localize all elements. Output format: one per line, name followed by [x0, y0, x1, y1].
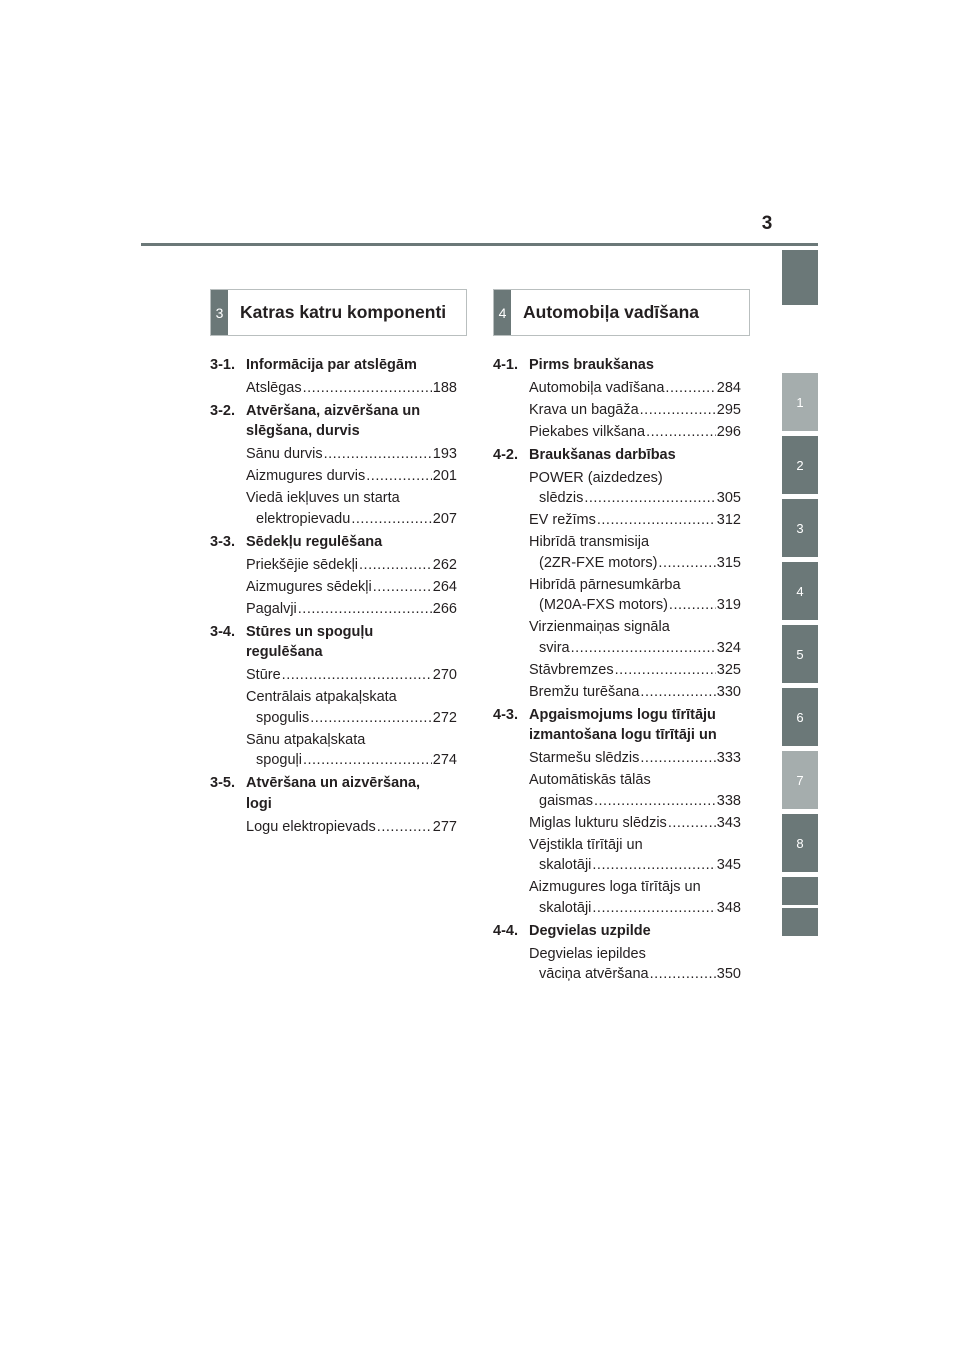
- dot-leader: [640, 682, 715, 703]
- toc-page-number: 284: [716, 379, 741, 396]
- chapter-heading: [493, 355, 741, 376]
- toc-page-number: 295: [716, 401, 741, 418]
- toc-entry-text: spoguļi: [256, 752, 302, 768]
- toc-page-number: 262: [432, 556, 457, 573]
- toc-entry-text: Stāvbremzes: [529, 661, 614, 678]
- toc-page-number: 319: [716, 597, 741, 613]
- toc-entry-text: Sānu durvis: [246, 446, 323, 462]
- toc-entry[interactable]: [493, 468, 741, 509]
- toc-entry-text: Starmešu slēdzis: [529, 750, 640, 766]
- dot-leader: [658, 553, 715, 574]
- dot-leader: [615, 660, 716, 681]
- chapter-number: 4-2.: [493, 446, 518, 463]
- side-tab: 7: [782, 751, 818, 809]
- toc-page-number: 277: [432, 818, 457, 835]
- toc-page-number: 348: [716, 899, 741, 916]
- chapter-number: 4-4.: [493, 922, 518, 939]
- side-tab: 4: [782, 562, 818, 620]
- dot-leader: [571, 638, 716, 659]
- chapter-title-line: Apgaismojums logu tīrītāju: [529, 706, 716, 723]
- toc-entry-text: EV režīms: [529, 512, 596, 528]
- toc-entry[interactable]: [493, 877, 741, 918]
- dot-leader: [640, 748, 715, 769]
- toc-entry[interactable]: [493, 682, 741, 703]
- dot-leader: [282, 665, 432, 686]
- toc-entry[interactable]: [210, 555, 457, 576]
- chapter-number: 3-1.: [210, 356, 235, 373]
- section-header-3: [210, 289, 467, 336]
- toc-page-number: 315: [716, 554, 741, 571]
- toc-entry-text: POWER (aizdedzes): [529, 469, 663, 486]
- chapter-heading: [210, 773, 457, 814]
- side-tab: [782, 250, 818, 305]
- toc-entry-text: Stūre: [246, 667, 281, 683]
- chapter-heading: [493, 705, 741, 746]
- toc-entry-text: Hibrīdā transmisija: [529, 534, 650, 550]
- toc-entry-text: Logu elektropievads: [246, 818, 376, 835]
- toc-page-number: 345: [716, 857, 741, 873]
- toc-entry-text: Virzienmaiņas signāla: [529, 619, 670, 635]
- header-rule: [141, 243, 818, 246]
- toc-entry[interactable]: [493, 378, 741, 399]
- toc-entry-text: Automobiļa vadīšana: [529, 379, 665, 396]
- dot-leader: [597, 510, 716, 531]
- chapter-title-line: Stūres un spoguļu: [246, 623, 374, 640]
- toc-page-number: 312: [716, 512, 741, 528]
- dot-leader: [640, 400, 716, 421]
- chapter-number: 3-4.: [210, 623, 235, 640]
- toc-entry-text: Atslēgas: [246, 379, 302, 396]
- toc-entry[interactable]: [493, 770, 741, 811]
- toc-page-number: 325: [716, 661, 741, 678]
- toc-column-right: [493, 352, 741, 986]
- side-tab: 3: [782, 499, 818, 557]
- chapter-title-line: izmantošana logu tīrītāji un: [529, 727, 717, 743]
- toc-page-number: 343: [716, 814, 741, 831]
- toc-entry-text: elektropievadu: [256, 510, 351, 527]
- chapter-heading: [210, 401, 457, 442]
- section-number: 3: [211, 290, 228, 335]
- toc-entry-text: Centrālais atpakaļskata: [246, 689, 397, 705]
- toc-entry-text: Bremžu turēšana: [529, 683, 640, 700]
- toc-entry-text: Sānu atpakaļskata: [246, 731, 366, 748]
- toc-page-number: 264: [432, 578, 457, 595]
- toc-entry[interactable]: [493, 835, 741, 876]
- dot-leader: [646, 422, 716, 443]
- toc-entry-text: spogulis: [256, 709, 310, 726]
- toc-entry-text: skalotāji: [539, 857, 592, 873]
- toc-entry[interactable]: [210, 730, 457, 771]
- chapter-title-line: Sēdekļu regulēšana: [246, 533, 383, 550]
- toc-page-number: 272: [432, 709, 457, 726]
- toc-entry[interactable]: [493, 400, 741, 421]
- chapter-number: 3-5.: [210, 775, 235, 791]
- chapter-title-line: Informācija par atslēgām: [246, 356, 417, 373]
- chapter-number: 4-3.: [493, 706, 518, 723]
- toc-entry-text: Degvielas iepildes: [529, 945, 646, 962]
- page-number: 3: [761, 213, 773, 234]
- dot-leader: [668, 813, 716, 834]
- side-tab: 6: [782, 688, 818, 746]
- chapter-number: 4-1.: [493, 356, 518, 373]
- side-tab: [782, 877, 818, 905]
- chapter-title-line: Degvielas uzpilde: [529, 922, 651, 939]
- dot-leader: [324, 444, 432, 465]
- dot-leader: [310, 708, 432, 729]
- toc-entry-text: vāciņa atvēršana: [539, 966, 649, 982]
- toc-entry[interactable]: [210, 466, 457, 487]
- toc-page-number: 350: [716, 966, 741, 982]
- toc-entry[interactable]: [210, 488, 457, 529]
- toc-page-number: 193: [432, 446, 457, 462]
- toc-page-number: 274: [432, 752, 457, 768]
- dot-leader: [594, 791, 716, 812]
- dot-leader: [592, 898, 715, 919]
- toc-entry-text: skalotāji: [539, 899, 592, 916]
- chapter-heading: [493, 445, 741, 466]
- side-tab: 2: [782, 436, 818, 494]
- toc-entry-text: Aizmugures durvis: [246, 468, 366, 484]
- toc-entry-text: Miglas lukturu slēdzis: [529, 814, 667, 831]
- toc-entry[interactable]: [210, 444, 457, 465]
- toc-page-number: 188: [432, 379, 457, 396]
- dot-leader: [303, 378, 432, 399]
- toc-page-number: 333: [716, 750, 741, 766]
- toc-page-number: 266: [432, 600, 457, 617]
- toc-entry[interactable]: [210, 817, 457, 838]
- toc-entry[interactable]: [493, 944, 741, 985]
- section-header-4: [493, 289, 750, 336]
- toc-entry-text: (2ZR-FXE motors): [539, 554, 658, 571]
- side-tab: [782, 908, 818, 936]
- toc-page-number: 330: [716, 683, 741, 700]
- toc-entry[interactable]: [493, 510, 741, 531]
- section-title: Katras katru komponenti: [240, 302, 447, 322]
- toc-entry[interactable]: [493, 617, 741, 658]
- dot-leader: [665, 378, 715, 399]
- chapter-title-line: Atvēršana un aizvēršana,: [246, 775, 421, 791]
- dot-leader: [377, 817, 432, 838]
- chapter-heading: [210, 532, 457, 553]
- dot-leader: [303, 750, 432, 771]
- dot-leader: [584, 488, 715, 509]
- dot-leader: [366, 466, 432, 487]
- toc-page-number: 296: [716, 423, 741, 440]
- chapter-title-line: regulēšana: [246, 644, 323, 660]
- dot-leader: [592, 855, 715, 876]
- chapter-heading: [210, 622, 457, 663]
- toc-entry[interactable]: [210, 577, 457, 598]
- toc-entry[interactable]: [493, 813, 741, 834]
- toc-entry-text: Priekšējie sēdekļi: [246, 556, 359, 573]
- dot-leader: [669, 595, 716, 616]
- chapter-title-line: Atvēršana, aizvēršana un: [246, 402, 421, 419]
- chapter-number: 3-3.: [210, 533, 235, 550]
- section-number: 4: [494, 290, 511, 335]
- toc-entry[interactable]: [210, 599, 457, 620]
- toc-entry[interactable]: [210, 665, 457, 686]
- toc-entry[interactable]: [210, 378, 457, 399]
- chapter-title-line: Pirms braukšanas: [529, 356, 654, 373]
- chapter-heading: [210, 355, 457, 376]
- toc-entry[interactable]: [493, 422, 741, 443]
- toc-column-left: [210, 352, 457, 839]
- chapter-number: 3-2.: [210, 402, 235, 419]
- toc-entry-text: Krava un bagāža: [529, 401, 639, 418]
- toc-entry[interactable]: [493, 575, 741, 616]
- toc-entry-text: Viedā iekļuves un starta: [246, 490, 400, 506]
- toc-page-number: 207: [432, 510, 457, 527]
- chapter-title-line: logi: [246, 795, 272, 812]
- dot-leader: [298, 599, 432, 620]
- toc-entry-text: (M20A-FXS motors): [539, 597, 668, 613]
- toc-entry-text: Aizmugures sēdekļi: [246, 578, 372, 595]
- toc-page-number: 305: [716, 490, 741, 506]
- toc-entry[interactable]: [210, 687, 457, 728]
- toc-entry-text: gaismas: [539, 792, 593, 809]
- side-tab: 1: [782, 373, 818, 431]
- toc-entry-text: Pagalvji: [246, 600, 297, 617]
- dot-leader: [359, 555, 432, 576]
- toc-entry-text: Automātiskās tālās: [529, 772, 651, 788]
- toc-entry-text: svira: [539, 639, 570, 656]
- chapter-title-line: slēgšana, durvis: [246, 423, 360, 439]
- section-title: Automobiļa vadīšana: [523, 302, 700, 322]
- toc-page-number: 324: [716, 639, 741, 656]
- side-tab: 5: [782, 625, 818, 683]
- chapter-title-line: Braukšanas darbības: [529, 446, 676, 463]
- toc-page-number: 338: [716, 792, 741, 809]
- toc-entry[interactable]: [493, 748, 741, 769]
- chapter-heading: [493, 921, 741, 942]
- toc-entry-text: Hibrīdā pārnesumkārba: [529, 576, 681, 593]
- toc-entry-text: slēdzis: [539, 490, 584, 506]
- toc-entry[interactable]: [493, 532, 741, 573]
- toc-entry-text: Aizmugures loga tīrītājs un: [529, 879, 701, 895]
- toc-page-number: 270: [432, 667, 457, 683]
- toc-entry[interactable]: [493, 660, 741, 681]
- side-tab: 8: [782, 814, 818, 872]
- toc-page-number: 201: [432, 468, 457, 484]
- dot-leader: [351, 509, 431, 530]
- dot-leader: [650, 964, 716, 985]
- dot-leader: [373, 577, 432, 598]
- toc-entry-text: Piekabes vilkšana: [529, 423, 646, 440]
- toc-entry-text: Vējstikla tīrītāji un: [529, 836, 643, 853]
